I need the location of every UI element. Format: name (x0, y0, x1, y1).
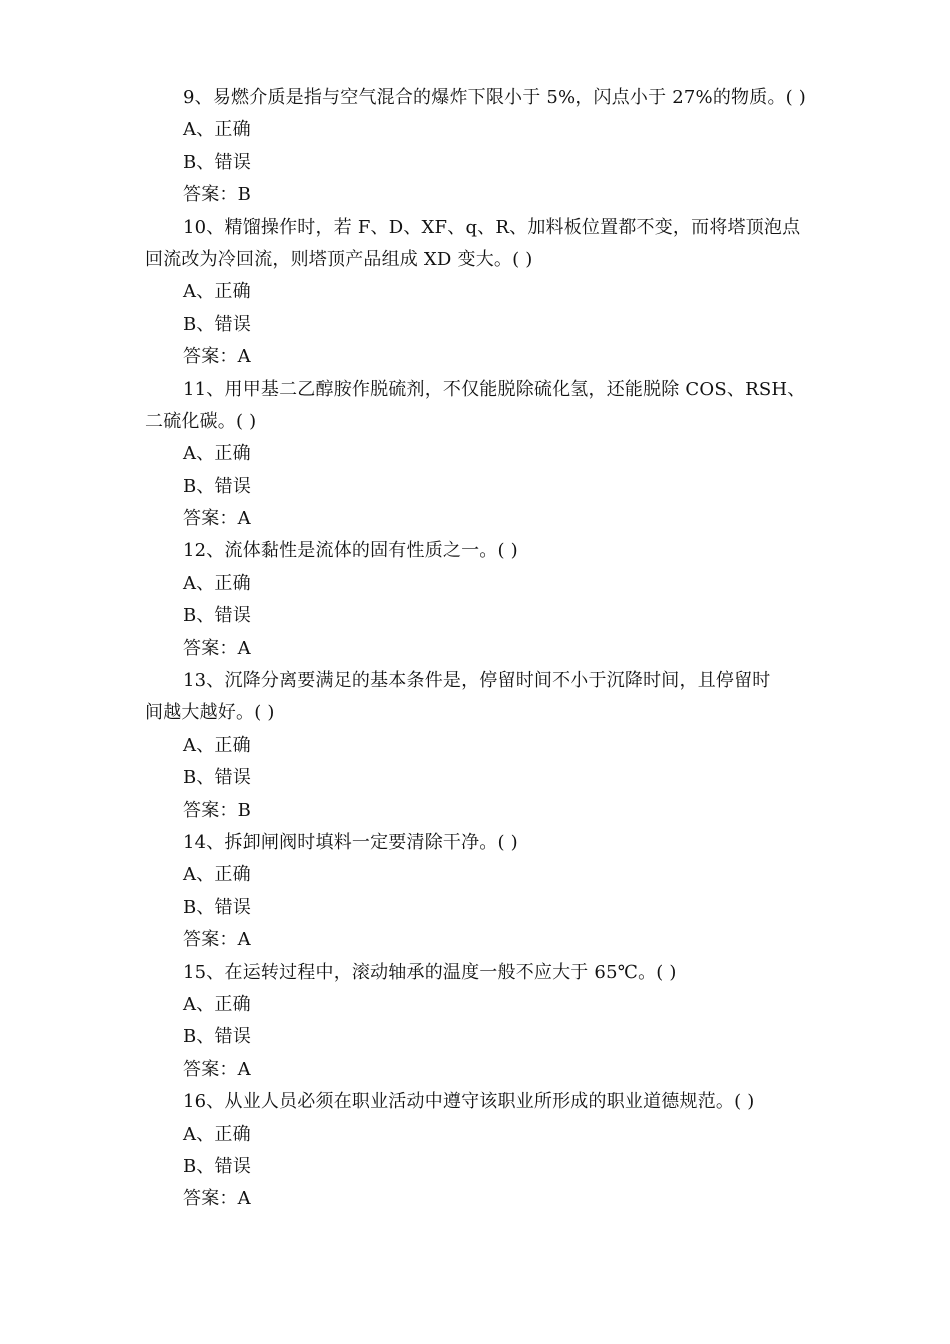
question-11 (0, 374, 950, 536)
question-text: 13、沉降分离要满足的基本条件是，停留时间不小于沉降时间，且停留时 (183, 670, 771, 692)
question-text: 10、精馏操作时，若 F、D、XF、q、R、加料板位置都不变，而将塔顶泡点 (183, 216, 801, 238)
option-b: B、错误 (183, 605, 252, 627)
question-text: 14、拆卸闸阀时填料一定要清除干净。( ) (183, 831, 518, 853)
question-14 (0, 827, 950, 957)
question-text: 11、用甲基二乙醇胺作脱硫剂，不仅能脱除硫化氢，还能脱除 COS、RSH、 (183, 378, 806, 400)
question-text-continued: 间越大越好。( ) (145, 702, 275, 724)
option-a: A、正确 (183, 443, 251, 465)
question-text: 12、流体黏性是流体的固有性质之一。( ) (183, 540, 518, 562)
option-a: A、正确 (183, 864, 251, 886)
option-a: A、正确 (183, 734, 251, 756)
answer: 答案：A (183, 346, 251, 368)
option-b: B、错误 (183, 896, 252, 918)
question-text: 9、易燃介质是指与空气混合的爆炸下限小于 5%，闪点小于 27%的物质。( ) (183, 87, 807, 108)
question-16 (0, 1086, 950, 1216)
question-10 (0, 212, 950, 374)
option-a: A、正确 (183, 119, 251, 141)
option-b: B、错误 (183, 313, 252, 335)
question-text: 16、从业人员必须在职业活动中遵守该职业所形成的职业道德规范。( ) (183, 1091, 755, 1113)
answer: 答案：B (183, 184, 252, 206)
answer: 答案：B (183, 799, 252, 821)
option-b: B、错误 (183, 475, 252, 497)
option-a: A、正确 (183, 281, 251, 303)
answer: 答案：A (183, 929, 251, 951)
question-text-continued: 二硫化碳。( ) (145, 410, 257, 432)
option-b: B、错误 (183, 1026, 252, 1048)
option-b: B、错误 (183, 767, 252, 789)
answer: 答案：A (183, 508, 251, 530)
question-9 (0, 82, 950, 212)
question-text-continued: 回流改为冷回流，则塔顶产品组成 XD 变大。( ) (145, 248, 533, 270)
question-15 (0, 957, 950, 1087)
option-b: B、错误 (183, 151, 252, 173)
option-b: B、错误 (183, 1155, 252, 1177)
option-a: A、正确 (183, 1123, 251, 1145)
question-13 (0, 665, 950, 827)
option-a: A、正确 (183, 572, 251, 594)
answer: 答案：A (183, 637, 251, 659)
answer: 答案：A (183, 1188, 251, 1210)
document-page (0, 82, 950, 1216)
option-a: A、正确 (183, 993, 251, 1015)
question-text: 15、在运转过程中，滚动轴承的温度一般不应大于 65℃。( ) (183, 961, 677, 983)
question-12 (0, 535, 950, 665)
answer: 答案：A (183, 1058, 251, 1080)
